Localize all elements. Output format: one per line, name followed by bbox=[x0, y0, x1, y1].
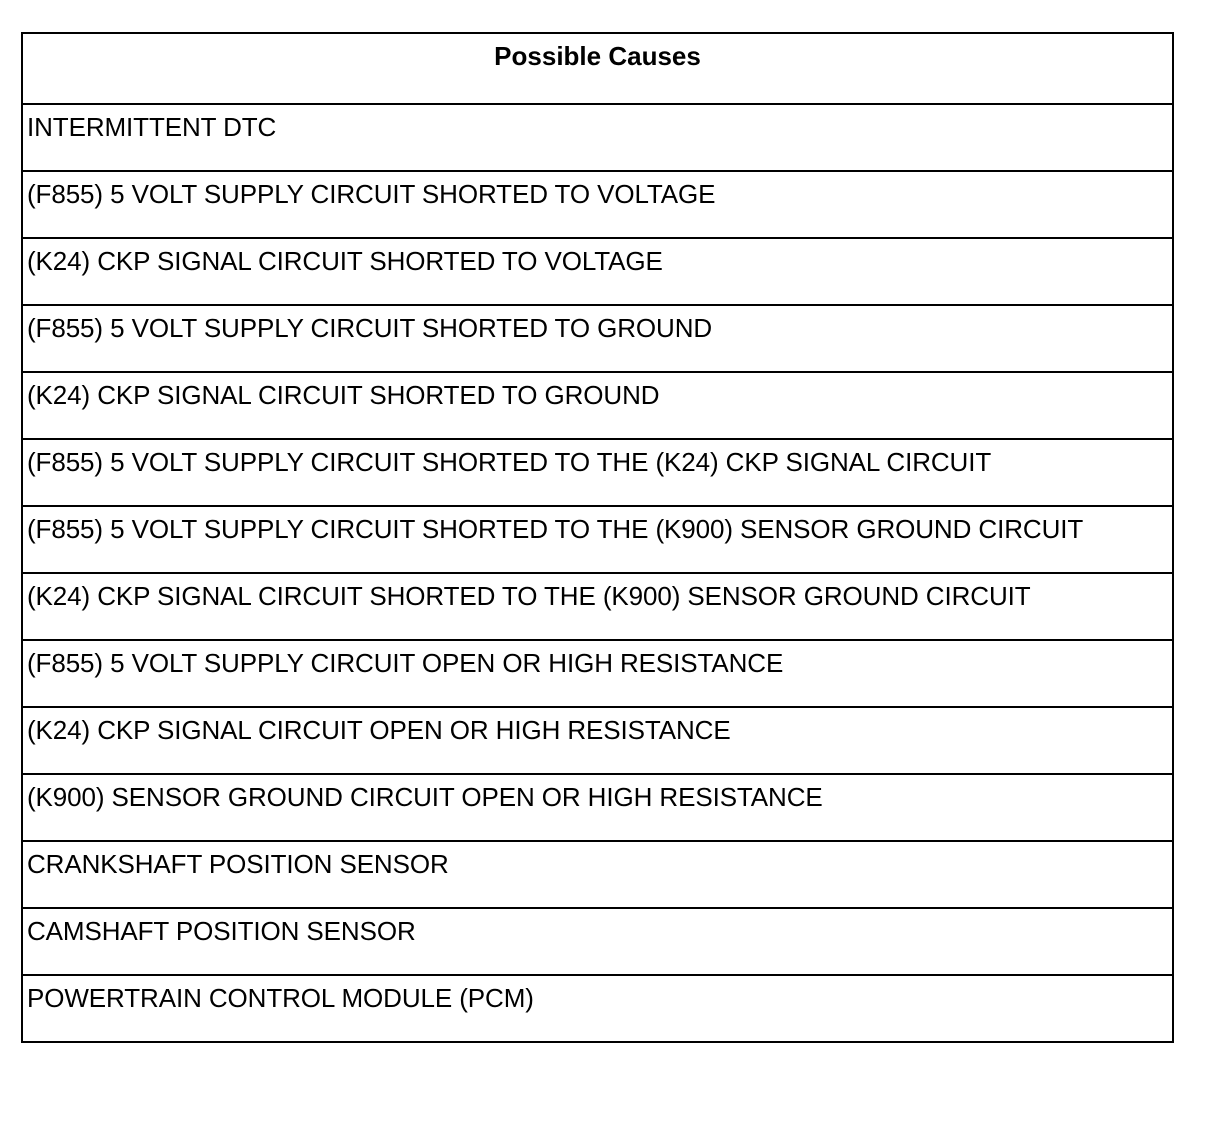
table-row bbox=[22, 908, 1173, 975]
table-row bbox=[22, 975, 1173, 1042]
cause-cell: (K24) CKP SIGNAL CIRCUIT SHORTED TO VOLTAGE bbox=[22, 238, 1173, 305]
table-row bbox=[22, 707, 1173, 774]
table-header-row bbox=[22, 33, 1173, 104]
table-row bbox=[22, 506, 1173, 573]
cause-cell: (K24) CKP SIGNAL CIRCUIT SHORTED TO THE (K900) SENSOR GROUND CIRCUIT bbox=[22, 573, 1173, 640]
cause-cell: POWERTRAIN CONTROL MODULE (PCM) bbox=[22, 975, 1173, 1042]
cause-cell: INTERMITTENT DTC bbox=[22, 104, 1173, 171]
cause-cell: (F855) 5 VOLT SUPPLY CIRCUIT SHORTED TO THE (K24) CKP SIGNAL CIRCUIT bbox=[22, 439, 1173, 506]
table-row bbox=[22, 640, 1173, 707]
table-row bbox=[22, 305, 1173, 372]
table-header: Possible Causes bbox=[22, 33, 1173, 104]
cause-cell: CRANKSHAFT POSITION SENSOR bbox=[22, 841, 1173, 908]
table-row bbox=[22, 439, 1173, 506]
cause-cell: (F855) 5 VOLT SUPPLY CIRCUIT OPEN OR HIGH RESISTANCE bbox=[22, 640, 1173, 707]
cause-cell: (K24) CKP SIGNAL CIRCUIT OPEN OR HIGH RESISTANCE bbox=[22, 707, 1173, 774]
table-row bbox=[22, 774, 1173, 841]
cause-cell: (F855) 5 VOLT SUPPLY CIRCUIT SHORTED TO GROUND bbox=[22, 305, 1173, 372]
table-row bbox=[22, 841, 1173, 908]
cause-cell: CAMSHAFT POSITION SENSOR bbox=[22, 908, 1173, 975]
table-row bbox=[22, 573, 1173, 640]
cause-cell: (F855) 5 VOLT SUPPLY CIRCUIT SHORTED TO VOLTAGE bbox=[22, 171, 1173, 238]
table-row bbox=[22, 238, 1173, 305]
cause-cell: (K24) CKP SIGNAL CIRCUIT SHORTED TO GROUND bbox=[22, 372, 1173, 439]
table-row bbox=[22, 372, 1173, 439]
cause-cell: (K900) SENSOR GROUND CIRCUIT OPEN OR HIGH RESISTANCE bbox=[22, 774, 1173, 841]
table-row bbox=[22, 104, 1173, 171]
cause-cell: (F855) 5 VOLT SUPPLY CIRCUIT SHORTED TO THE (K900) SENSOR GROUND CIRCUIT bbox=[22, 506, 1173, 573]
table-row bbox=[22, 171, 1173, 238]
possible-causes-table bbox=[21, 32, 1174, 1043]
